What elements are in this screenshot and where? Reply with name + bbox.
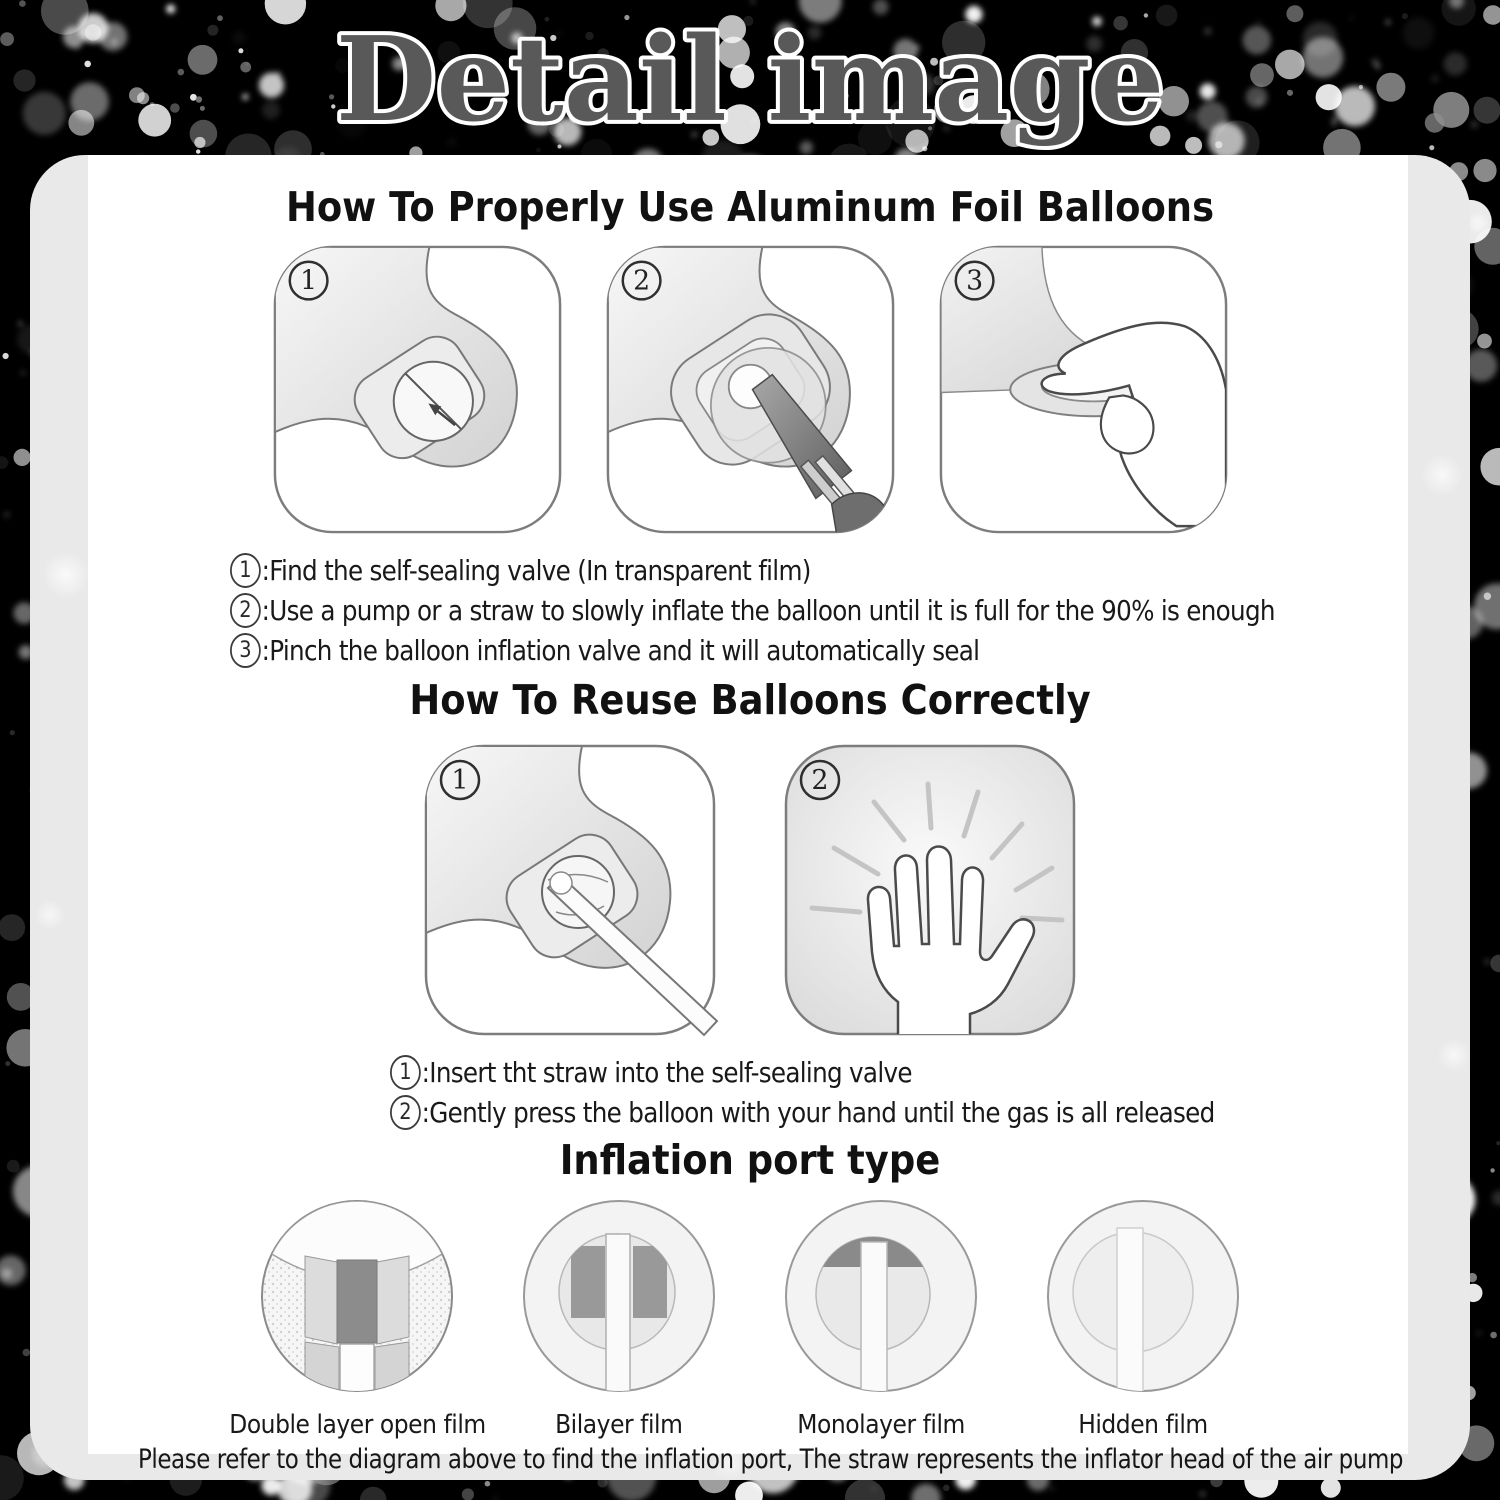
port-monolayer-film xyxy=(753,1194,1009,1440)
hidden-film-diagram xyxy=(1033,1194,1253,1406)
monolayer-film-diagram xyxy=(771,1194,991,1406)
use-step-2 xyxy=(230,590,1321,630)
section-reuse-heading: How To Reuse Balloons Correctly xyxy=(409,676,1091,724)
reuse-panels-row xyxy=(30,740,1470,1040)
insert-straw-illustration xyxy=(420,740,720,1040)
step-text: :Use a pump or a straw to slowly inflate the balloon until it is full for the 90% is enough xyxy=(261,593,1275,627)
step-text: :Pinch the balloon inflation valve and it will automatically seal xyxy=(261,633,980,667)
port-label: Bilayer film xyxy=(555,1410,683,1440)
use-step-1 xyxy=(230,550,1321,590)
reuse-steps xyxy=(390,1052,1470,1132)
page-title: Detail image xyxy=(335,12,1165,148)
panel-number: 3 xyxy=(965,265,983,297)
double-layer-open-film-diagram xyxy=(247,1194,467,1406)
page-title-wrap xyxy=(0,8,1500,158)
reuse-step-2 xyxy=(390,1092,1340,1132)
section-ports-heading: Inflation port type xyxy=(559,1136,941,1184)
panel-number: 2 xyxy=(811,765,829,796)
pinch-valve-illustration xyxy=(935,241,1232,538)
step-number-badge: 1 xyxy=(230,553,261,588)
section-use-heading: How To Properly Use Aluminum Foil Balloons xyxy=(285,183,1215,231)
bilayer-film-diagram xyxy=(509,1194,729,1406)
step-number-badge: 2 xyxy=(390,1095,421,1130)
press-hand-illustration xyxy=(780,740,1080,1040)
step-text: :Find the self-sealing valve (In transparent film) xyxy=(261,553,811,587)
use-step-3 xyxy=(230,630,1321,670)
port-double-layer-open-film xyxy=(229,1194,485,1440)
step-text: :Insert tht straw into the self-sealing valve xyxy=(421,1055,912,1089)
port-label: Monolayer film xyxy=(797,1410,965,1440)
panel-number: 1 xyxy=(451,765,469,796)
use-panels-row xyxy=(30,241,1470,538)
port-label: Hidden film xyxy=(1078,1410,1208,1440)
instruction-card xyxy=(30,155,1470,1480)
ports-row xyxy=(30,1194,1470,1440)
step-number-badge: 1 xyxy=(390,1055,421,1090)
port-hidden-film xyxy=(1015,1194,1271,1440)
panel-number: 1 xyxy=(299,265,317,297)
panel-number: 2 xyxy=(632,265,650,297)
port-bilayer-film xyxy=(491,1194,747,1440)
find-valve-illustration xyxy=(269,241,566,538)
reuse-step-1 xyxy=(390,1052,1340,1092)
pump-inflate-illustration xyxy=(602,241,899,538)
step-number-badge: 2 xyxy=(230,593,261,628)
port-label: Double layer open film xyxy=(228,1410,486,1440)
step-number-badge: 3 xyxy=(230,633,261,668)
use-steps xyxy=(230,550,1470,670)
step-text: :Gently press the balloon with your hand until the gas is all released xyxy=(421,1095,1215,1129)
ports-note: Please refer to the diagram above to find the inflation port, The straw represents the inflator head of the air pump xyxy=(138,1444,1404,1475)
